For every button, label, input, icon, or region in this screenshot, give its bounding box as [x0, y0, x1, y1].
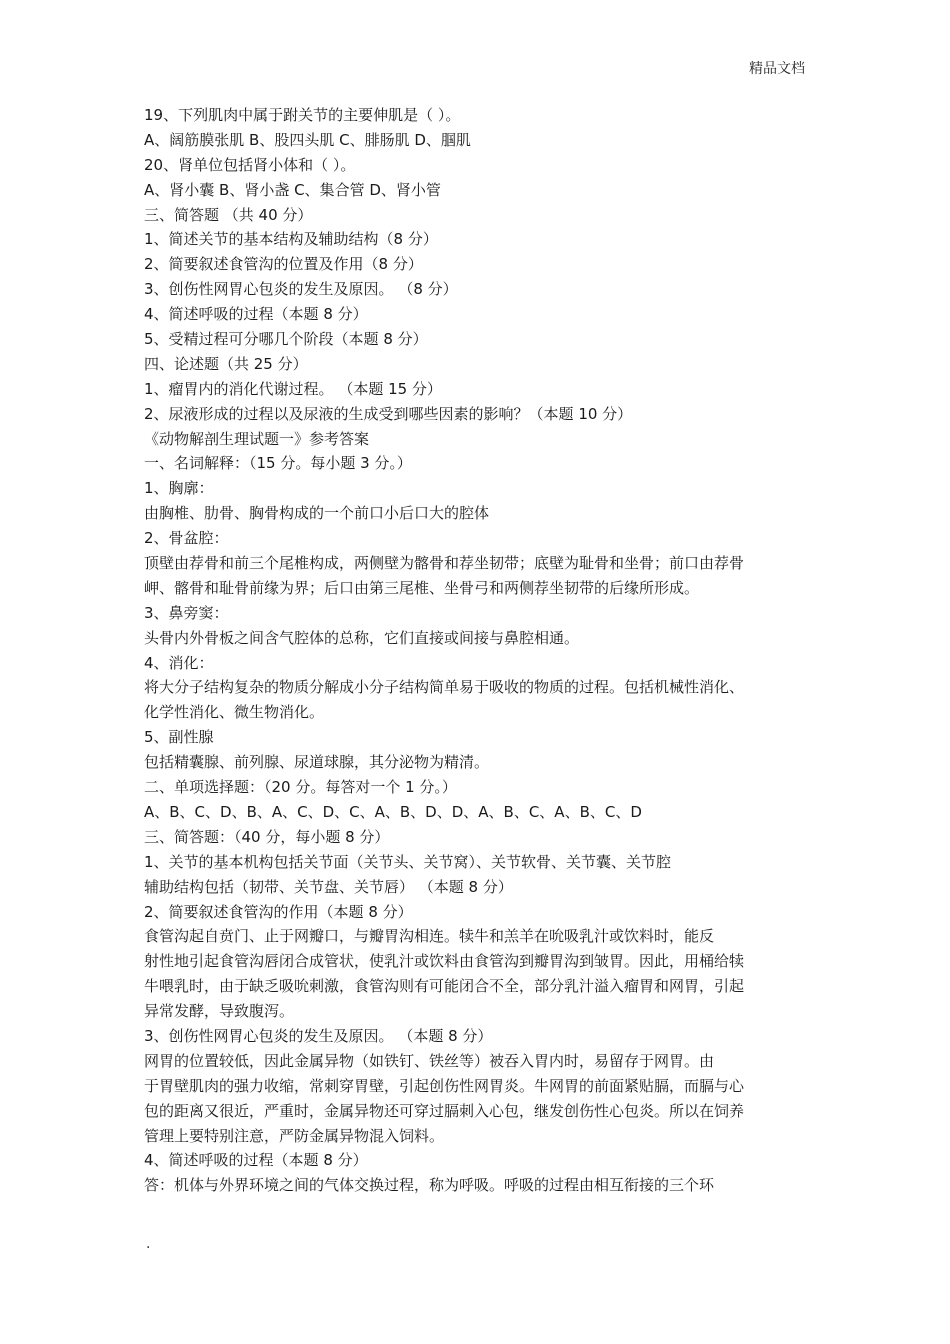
- text-line: 2、简要叙述食管沟的作用（本题 8 分）: [144, 902, 413, 921]
- text-line: 包括精囊腺、前列腺、尿道球腺，其分泌物为精清。: [144, 753, 490, 772]
- text-line: 包的距离又很近，严重时，金属异物还可穿过膈刺入心包，继发创伤性心包炎。所以在饲养: [144, 1101, 745, 1120]
- text-line: 由胸椎、肋骨、胸骨构成的一个前口小后口大的腔体: [144, 504, 490, 523]
- text-line: 食管沟起自贲门、止于网瓣口，与瓣胃沟相连。犊牛和羔羊在吮吸乳汁或饮料时，能反: [144, 927, 715, 946]
- text-line: 辅助结构包括（韧带、关节盘、关节唇） （本题 8 分）: [144, 877, 513, 896]
- text-line: 四、论述题（共 25 分）: [144, 354, 308, 373]
- text-line: 2、简要叙述食管沟的位置及作用（8 分）: [144, 255, 423, 274]
- text-line: 一、名词解释：（15 分。每小题 3 分。）: [144, 454, 412, 473]
- text-line: 1、简述关节的基本结构及辅助结构（8 分）: [144, 230, 438, 249]
- text-line: 3、创伤性网胃心包炎的发生及原因。 （本题 8 分）: [144, 1026, 493, 1045]
- text-line: 1、瘤胃内的消化代谢过程。 （本题 15 分）: [144, 379, 442, 398]
- text-line: 顶壁由荐骨和前三个尾椎构成，两侧壁为髂骨和荐坐韧带；底壁为耻骨和坐骨；前口由荐骨: [144, 554, 745, 573]
- text-line: 3、鼻旁窦：: [144, 603, 229, 622]
- text-line: 1、关节的基本机构包括关节面（关节头、关节窝）、关节软骨、关节囊、关节腔: [144, 852, 672, 871]
- text-line: 5、副性腺: [144, 728, 214, 747]
- text-line: 2、骨盆腔：: [144, 529, 229, 548]
- text-line: 将大分子结构复杂的物质分解成小分子结构简单易于吸收的物质的过程。包括机械性消化、: [144, 678, 745, 697]
- footer-dot: .: [146, 1236, 151, 1252]
- text-line: 2、尿液形成的过程以及尿液的生成受到哪些因素的影响？（本题 10 分）: [144, 404, 633, 423]
- text-line: 头骨内外骨板之间含气腔体的总称，它们直接或间接与鼻腔相通。: [144, 628, 580, 647]
- text-line: 网胃的位置较低，因此金属异物（如铁钉、铁丝等）被吞入胃内时，易留存于网胃。由: [144, 1051, 715, 1070]
- text-line: 答：机体与外界环境之间的气体交换过程，称为呼吸。呼吸的过程由相互衔接的三个环: [144, 1176, 715, 1195]
- document-body: [144, 103, 824, 1198]
- text-line: 牛喂乳时，由于缺乏吸吮刺激，食管沟则有可能闭合不全，部分乳汁溢入瘤胃和网胃，引起: [144, 977, 745, 996]
- text-line: A、阔筋膜张肌 B、股四头肌 C、腓肠肌 D、腘肌: [144, 130, 471, 149]
- text-line: 4、简述呼吸的过程（本题 8 分）: [144, 1151, 368, 1170]
- text-line: 二、单项选择题：（20 分。每答对一个 1 分。）: [144, 778, 457, 797]
- text-line: 3、创伤性网胃心包炎的发生及原因。 （8 分）: [144, 280, 458, 299]
- text-line: 三、简答题 （共 40 分）: [144, 205, 313, 224]
- text-line: 19、下列肌肉中属于跗关节的主要伸肌是（ ）。: [144, 106, 461, 124]
- text-line: 化学性消化、微生物消化。: [144, 703, 325, 722]
- text-line: 20、肾单位包括肾小体和（ ）。: [144, 155, 356, 174]
- text-line: A、B、C、D、B、A、C、D、C、A、B、D、D、A、B、C、A、B、C、D: [144, 802, 642, 821]
- text-line: 4、简述呼吸的过程（本题 8 分）: [144, 305, 368, 324]
- text-line: 4、消化：: [144, 653, 214, 672]
- header-tag: 精品文档: [749, 61, 805, 77]
- text-line: A、肾小囊 B、肾小盏 C、集合管 D、肾小管: [144, 180, 441, 199]
- text-line: 射性地引起食管沟唇闭合成管状，使乳汁或饮料由食管沟到瓣胃沟到皱胃。因此，用桶给犊: [144, 952, 745, 971]
- text-line: 于胃壁肌肉的强力收缩，常刺穿胃壁，引起创伤性网胃炎。牛网胃的前面紧贴膈，而膈与心: [144, 1076, 745, 1095]
- text-line: 三、简答题：（40 分，每小题 8 分）: [144, 827, 390, 846]
- text-line: 岬、髂骨和耻骨前缘为界；后口由第三尾椎、坐骨弓和两侧荐坐韧带的后缘所形成。: [144, 578, 700, 597]
- text-line: 5、受精过程可分哪几个阶段（本题 8 分）: [144, 330, 428, 349]
- text-line: 异常发酵，导致腹泻。: [144, 1002, 295, 1021]
- text-line: 1、胸廓：: [144, 479, 214, 498]
- text-line: 管理上要特别注意，严防金属异物混入饲料。: [144, 1126, 445, 1145]
- text-line: 《动物解剖生理试题一》参考答案: [144, 429, 370, 448]
